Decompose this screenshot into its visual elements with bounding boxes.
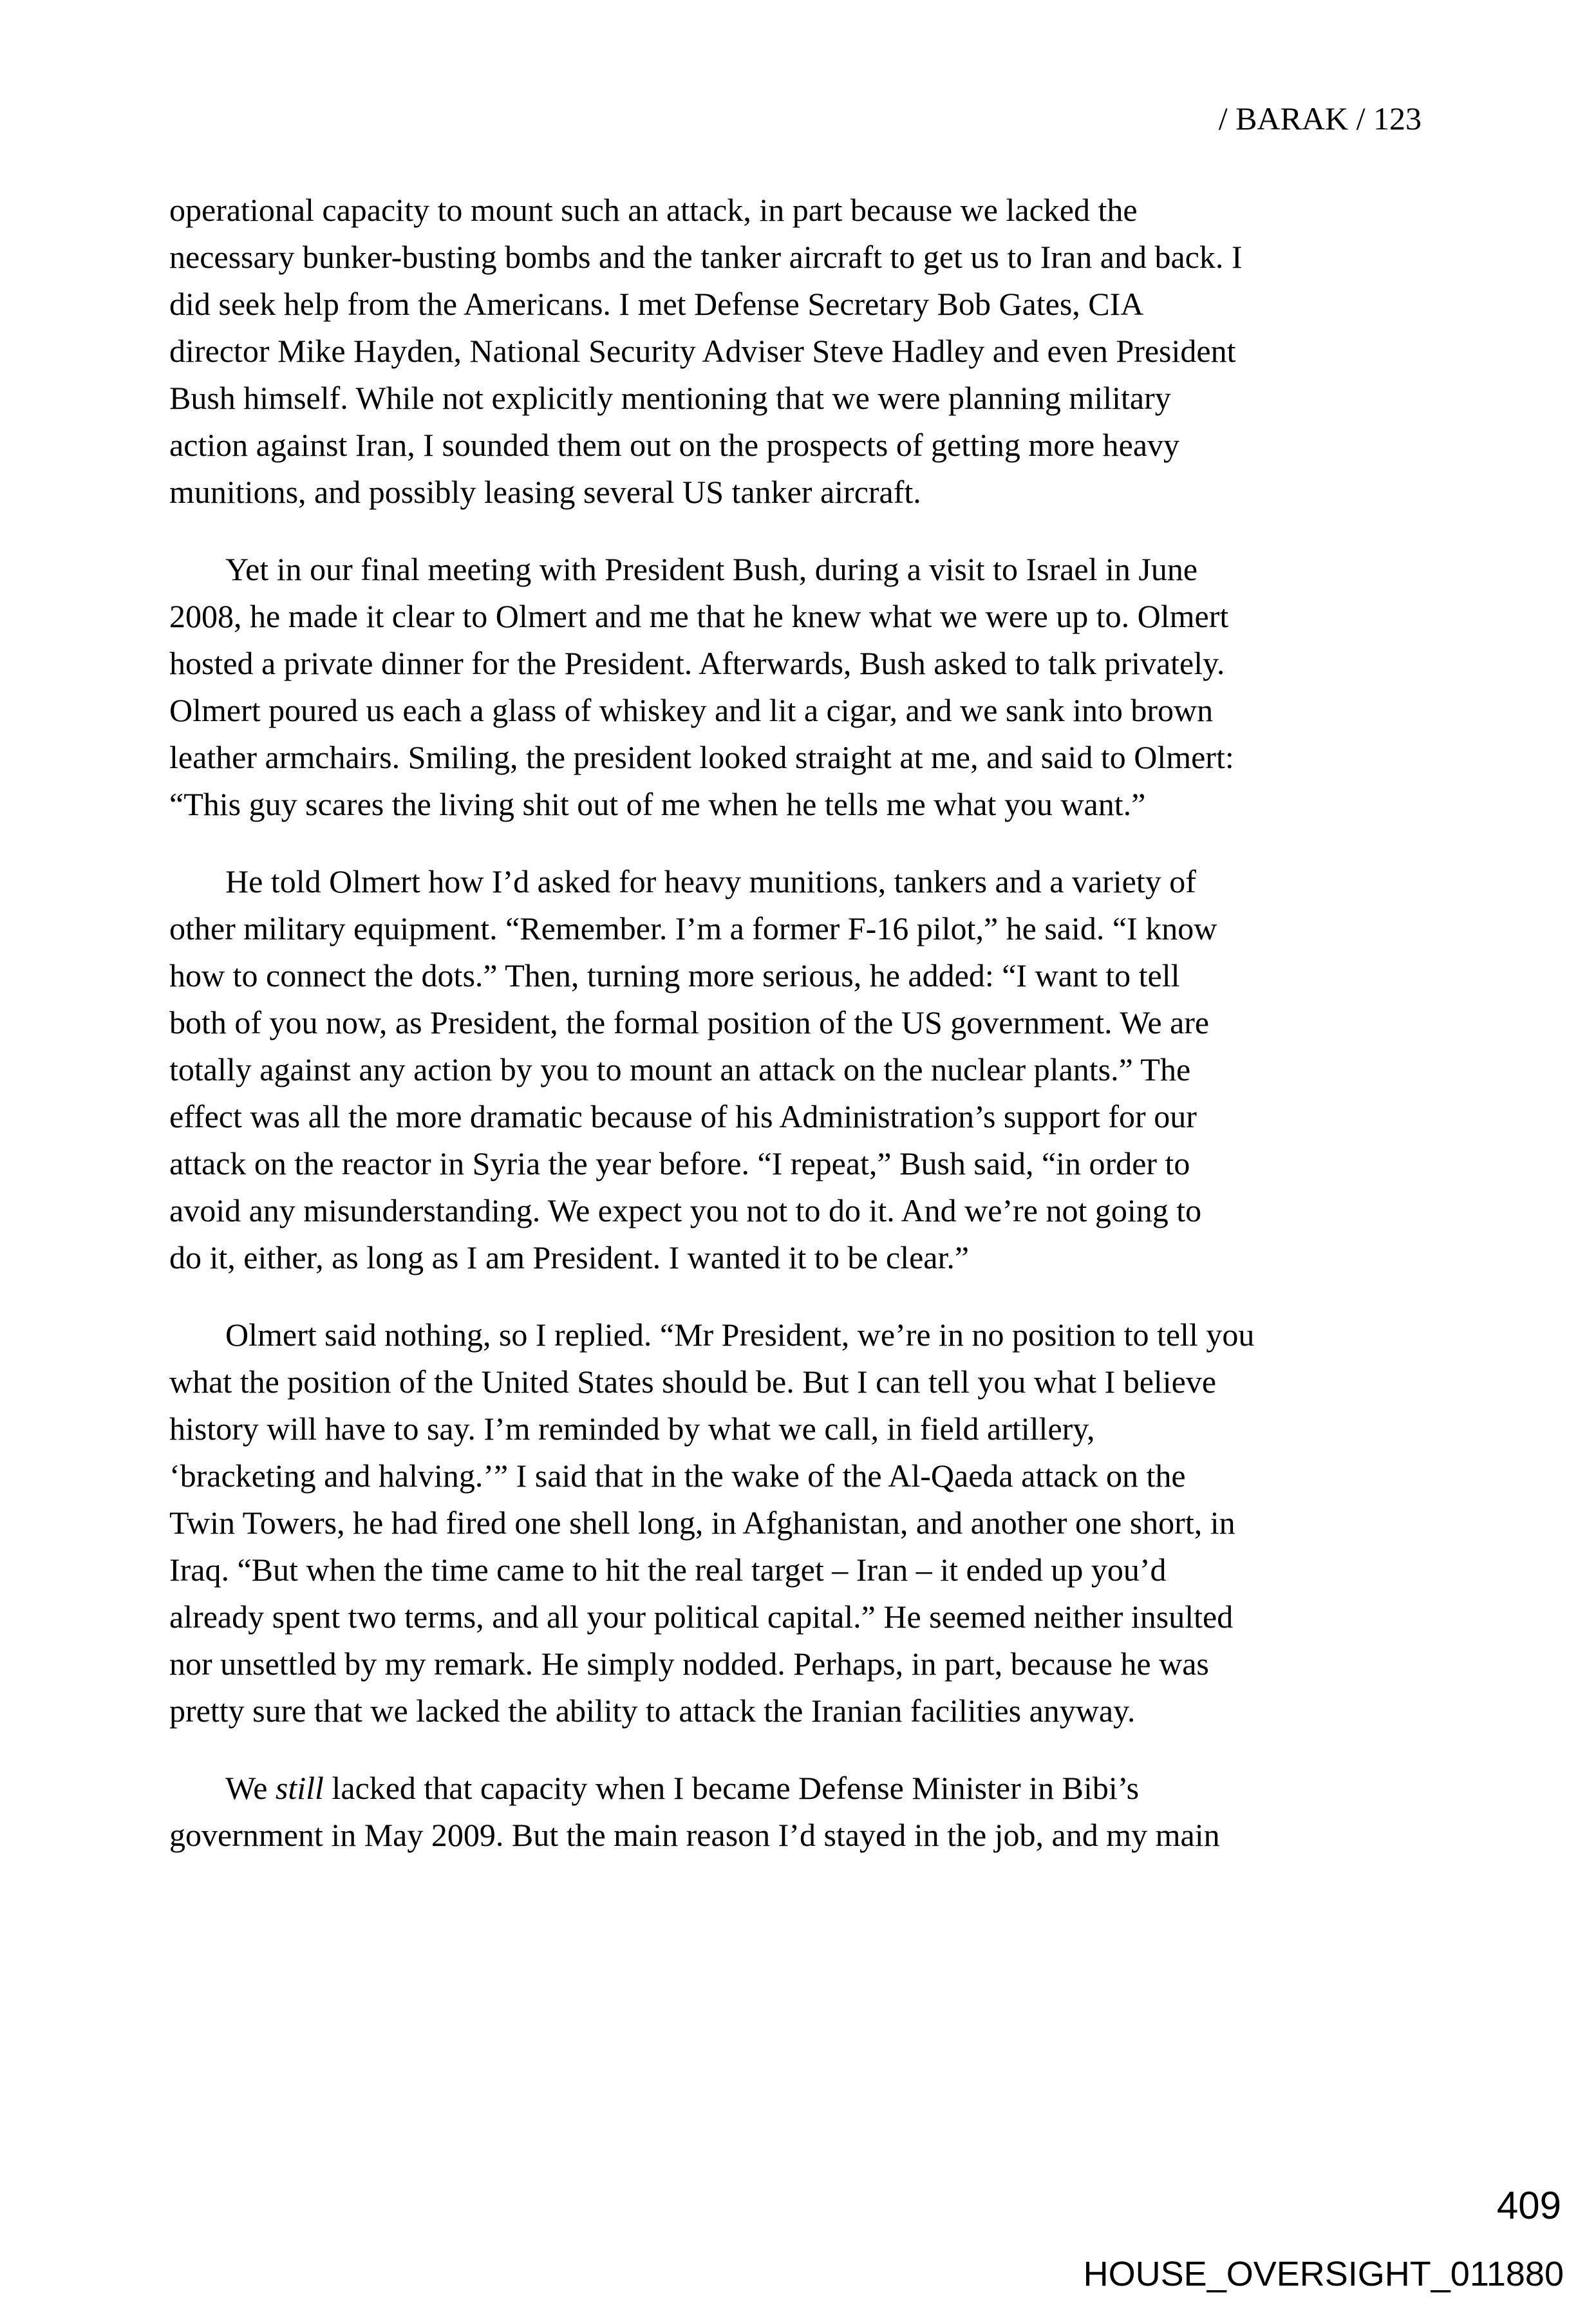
text-line: totally against any action by you to mount an attack on the nuclear plants.” The (169, 1051, 1191, 1087)
text-line: nor unsettled by my remark. He simply nodded. Perhaps, in part, because he was (169, 1646, 1209, 1682)
paragraph (169, 1311, 1425, 1734)
text-line: how to connect the dots.” Then, turning more serious, he added: “I want to tell (169, 957, 1180, 993)
bates-stamp: HOUSE_OVERSIGHT_011880 (1083, 2255, 1564, 2293)
paragraph (169, 187, 1425, 516)
text-line: pretty sure that we lacked the ability to attack the Iranian facilities anyway. (169, 1693, 1136, 1729)
text-line: what the position of the United States should be. But I can tell you what I believe (169, 1364, 1217, 1400)
text-line: did seek help from the Americans. I met Defense Secretary Bob Gates, CIA (169, 286, 1144, 322)
text-line: 2008, he made it clear to Olmert and me that he knew what we were up to. Olmert (169, 598, 1229, 634)
body-text (169, 187, 1425, 1859)
text-line: government in May 2009. But the main reason I’d stayed in the job, and my main (169, 1817, 1220, 1853)
text-line: Bush himself. While not explicitly mentioning that we were planning military (169, 380, 1171, 416)
text-line: Iraq. “But when the time came to hit the real target – Iran – it ended up you’d (169, 1552, 1167, 1588)
paragraph (169, 546, 1425, 828)
text-line: hosted a private dinner for the President. Afterwards, Bush asked to talk privately. (169, 645, 1225, 681)
text-line: necessary bunker-busting bombs and the tanker aircraft to get us to Iran and back. I (169, 239, 1243, 275)
running-head: / BARAK / 123 (1218, 100, 1422, 136)
paragraph (169, 1765, 1425, 1859)
text-line: Twin Towers, he had fired one shell long, in Afghanistan, and another one short, in (169, 1505, 1235, 1541)
text-line: Yet in our final meeting with President Bush, during a visit to Israel in June (225, 551, 1198, 587)
text-line: Olmert said nothing, so I replied. “Mr President, we’re in no position to tell you (225, 1317, 1255, 1353)
text-line: munitions, and possibly leasing several US tanker aircraft. (169, 474, 921, 510)
text-line: He told Olmert how I’d asked for heavy munitions, tankers and a variety of (225, 863, 1196, 899)
text-line: history will have to say. I’m reminded by what we call, in field artillery, (169, 1411, 1095, 1447)
text-line: avoid any misunderstanding. We expect you not to do it. And we’re not going to (169, 1192, 1202, 1228)
text-line: effect was all the more dramatic because of his Administration’s support for our (169, 1098, 1197, 1134)
text-line: attack on the reactor in Syria the year before. “I repeat,” Bush said, “in order to (169, 1145, 1190, 1181)
text-line: Olmert poured us each a glass of whiskey and lit a cigar, and we sank into brown (169, 692, 1214, 728)
text-line: action against Iran, I sounded them out on the prospects of getting more heavy (169, 427, 1180, 463)
page-number: 409 (1496, 2184, 1561, 2227)
text-line: other military equipment. “Remember. I’m a former F-16 pilot,” he said. “I know (169, 910, 1217, 946)
text-line: director Mike Hayden, National Security Adviser Steve Hadley and even President (169, 333, 1236, 369)
text-line: both of you now, as President, the formal position of the US government. We are (169, 1004, 1210, 1040)
text-line: leather armchairs. Smiling, the president looked straight at me, and said to Olmert: (169, 739, 1234, 775)
paragraph (169, 858, 1425, 1281)
text-line: “This guy scares the living shit out of me when he tells me what you want.” (169, 786, 1146, 822)
text-line: operational capacity to mount such an attack, in part because we lacked the (169, 192, 1138, 228)
text-line: do it, either, as long as I am President. I wanted it to be clear.” (169, 1239, 970, 1275)
text-line: We still lacked that capacity when I became Defense Minister in Bibi’s (225, 1770, 1140, 1806)
text-line: ‘bracketing and halving.’” I said that in the wake of the Al-Qaeda attack on the (169, 1458, 1186, 1494)
text-line: already spent two terms, and all your political capital.” He seemed neither insulted (169, 1599, 1234, 1635)
